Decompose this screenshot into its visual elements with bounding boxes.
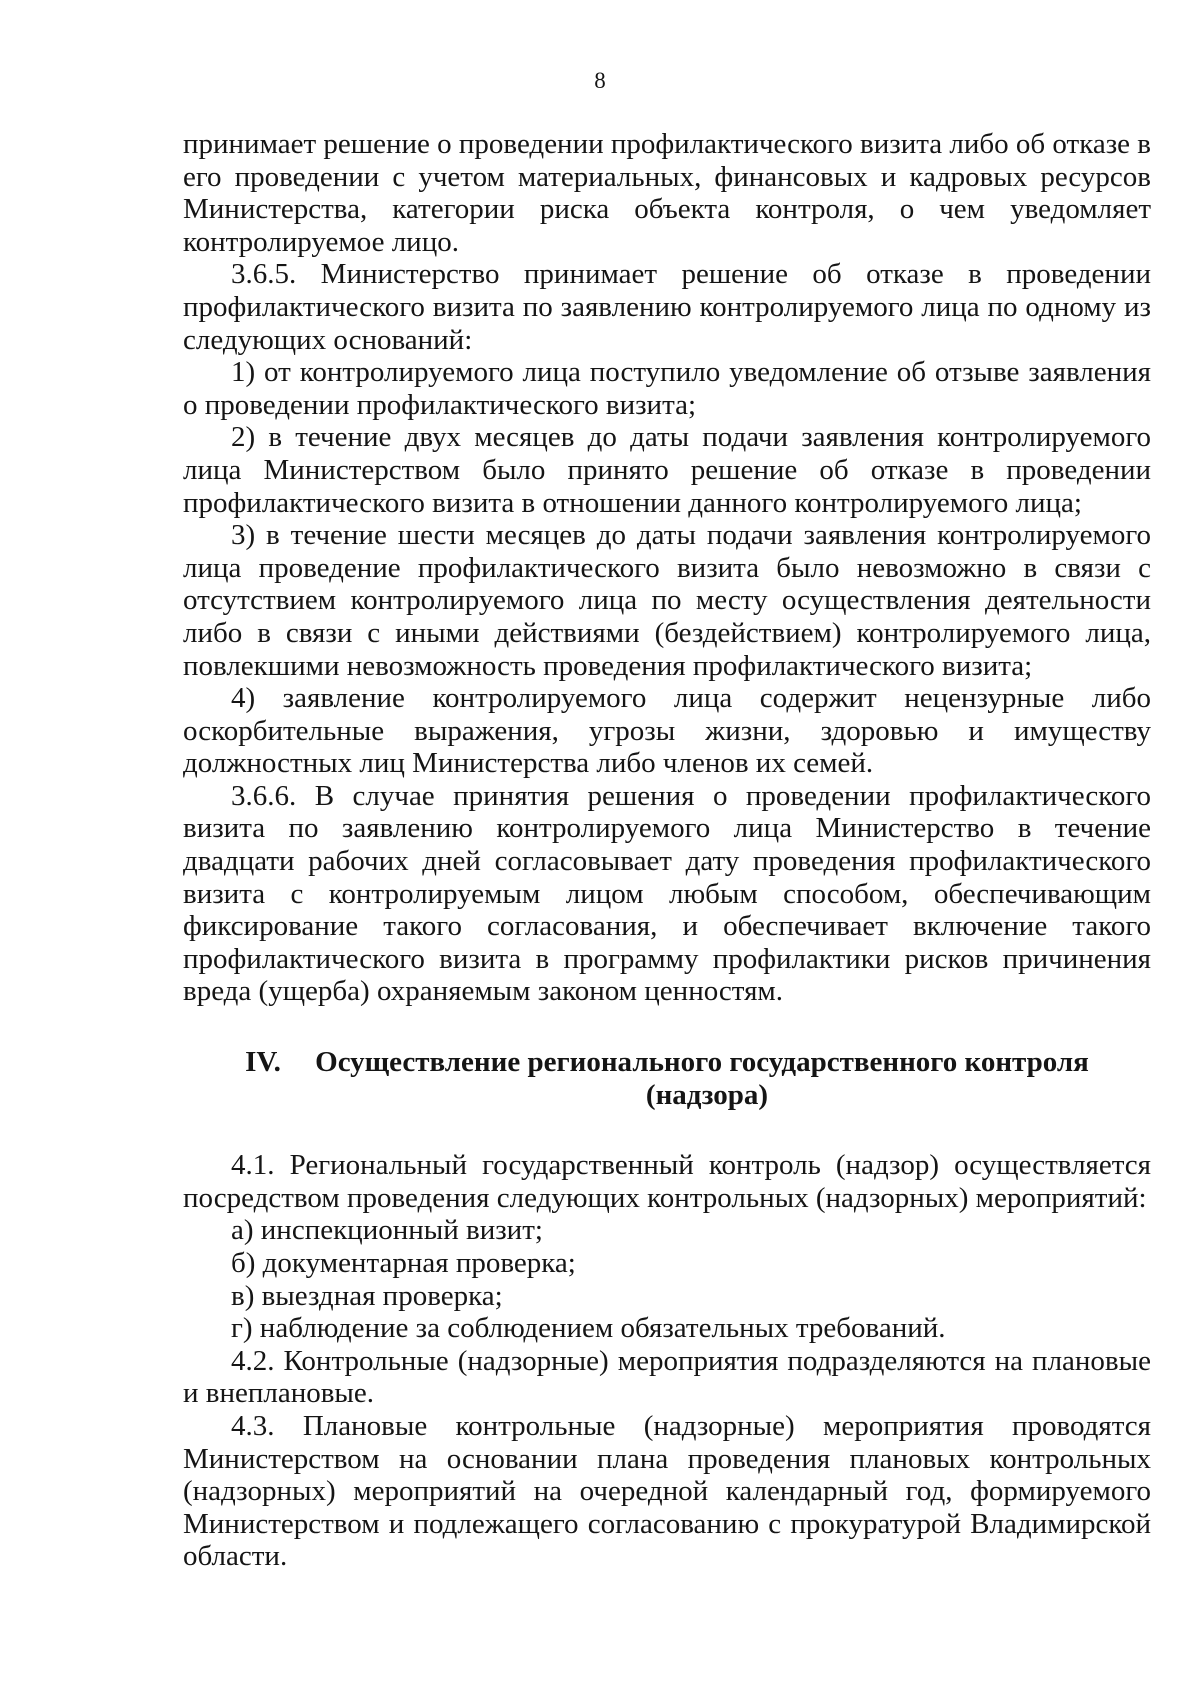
list-item-a: а) инспекционный визит; xyxy=(231,1214,543,1247)
section-heading xyxy=(183,1046,1151,1111)
paragraph-4-3: 4.3. Плановые контрольные (надзорные) мероприятия проводятся Министерством на основании плана проведения плановых контрольных (надзорных) мероприятий на очередной календарный год, формируемого Министерством и подлежащего согласованию с прокуратурой Владимирской области. xyxy=(183,1409,1151,1573)
paragraph-3-6-5-item-3: 3) в течение шести месяцев до даты подачи заявления контролируемого лица проведение профилактического визита было невозможно в связи с отсутствием контролируемого лица по месту осуществления деятельности либо в связи с иными действиями (бездействием) контролируемого лица, повлекшими невозможность проведения профилактического визита; xyxy=(183,519,1151,682)
paragraph-continuation: принимает решение о проведении профилактического визита либо об отказе в его проведении с учетом материальных, финансовых и кадровых ресурсов Министерства, категории риска объекта контроля, о чем уведомляет контролируемое лицо. xyxy=(183,128,1151,258)
paragraph-3-6-5-item-2: 2) в течение двух месяцев до даты подачи заявления контролируемого лица Министерством было принято решение об отказе в проведении профилактического визита в отношении данного контролируемого лица; xyxy=(183,421,1151,519)
list-item-g: г) наблюдение за соблюдением обязательных требований. xyxy=(231,1312,946,1345)
list-item-v: в) выездная проверка; xyxy=(231,1279,503,1312)
paragraph-3-6-5-item-1: 1) от контролируемого лица поступило уведомление об отзыве заявления о проведении профилактического визита; xyxy=(183,356,1151,421)
section-title-line2: (надзора) xyxy=(645,1078,769,1111)
section-title-line1: Осуществление регионального государственного контроля xyxy=(315,1046,1089,1079)
paragraph-4-1: 4.1. Региональный государственный контроль (надзор) осуществляется посредством проведения следующих контрольных (надзорных) мероприятий: xyxy=(183,1149,1151,1214)
paragraph-4-2: 4.2. Контрольные (надзорные) мероприятия подразделяются на плановые и внеплановые. xyxy=(183,1344,1151,1410)
list-item-b: б) документарная проверка; xyxy=(231,1247,576,1279)
page-number: 8 xyxy=(594,68,606,93)
paragraphs-before xyxy=(183,128,1151,1008)
paragraph-3-6-5: 3.6.5. Министерство принимает решение об отказе в проведении профилактического визита по заявлению контролируемого лица по одному из следующих оснований: xyxy=(183,258,1151,356)
paragraph-3-6-5-item-4: 4) заявление контролируемого лица содержит нецензурные либо оскорбительные выражения, угрозы жизни, здоровью и имуществу должностных лиц Министерства либо членов их семей. xyxy=(183,682,1151,780)
section-number: IV. xyxy=(245,1046,281,1079)
paragraph-3-6-6: 3.6.6. В случае принятия решения о проведении профилактического визита по заявлению контролируемого лица Министерство в течение двадцати рабочих дней согласовывает дату проведения профилактического визита с контролируемым лицом любым способом, обеспечивающим фиксирование такого согласования, и обеспечивает включение такого профилактического визита в программу профилактики рисков причинения вреда (ущерба) охраняемым законом ценностям. xyxy=(183,779,1151,1008)
document-body xyxy=(183,128,1151,1573)
paragraphs-after xyxy=(183,1149,1151,1573)
